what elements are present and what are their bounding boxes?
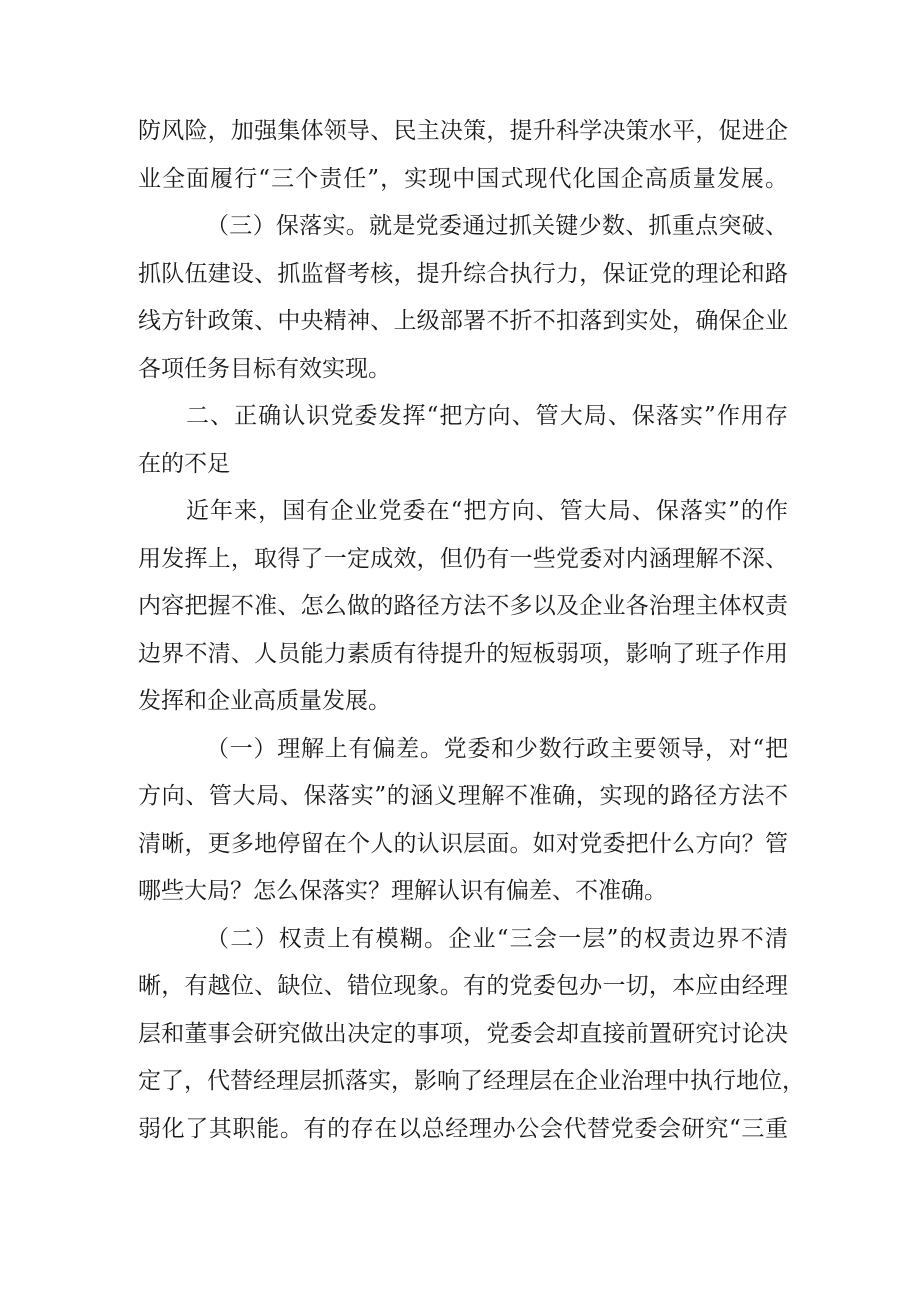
text-line: （一）理解上有偏差。党委和少数行政主要领导，对“把	[206, 735, 788, 762]
text-line: 抓队伍建设、抓监督考核，提升综合执行力，保证党的理论和路	[138, 260, 788, 287]
text-line: 边界不清、人员能力素质有待提升的短板弱项，影响了班子作用	[138, 640, 788, 667]
text-line: 定了，代替经理层抓落实，影响了经理层在企业治理中执行地位，	[138, 1068, 805, 1094]
document-body	[138, 108, 805, 1153]
text-line: （三）保落实。就是党委通过抓关键少数、抓重点突破、	[206, 213, 788, 239]
text-line: 清晰，更多地停留在个人的认识层面。如对党委把什么方向？管	[138, 830, 788, 857]
text-line: 内容把握不准、怎么做的路径方法不多以及企业各治理主体权责	[138, 593, 788, 619]
heading-line: 二、正确认识党委发挥“把方向、管大局、保落实”作用存	[186, 403, 788, 429]
text-line: （二）权责上有模糊。企业“三会一层”的权责边界不清	[206, 925, 788, 952]
text-line: 层和董事会研究做出决定的事项，党委会却直接前置研究讨论决	[138, 1020, 788, 1047]
text-line: 线方针政策、中央精神、上级部署不折不扣落到实处，确保企业	[138, 308, 788, 334]
heading-line: 在的不足	[138, 450, 230, 477]
paragraph-6	[138, 916, 805, 1154]
section-heading	[138, 393, 788, 488]
paragraph-1	[138, 108, 788, 203]
text-line: 业全面履行“三个责任”，实现中国式现代化国企高质量发展。	[138, 165, 788, 192]
text-line: 晰，有越位、缺位、错位现象。有的党委包办一切，本应由经理	[138, 973, 788, 999]
text-line: 用发挥上，取得了一定成效，但仍有一些党委对内涵理解不深、	[138, 545, 788, 572]
text-line: 哪些大局？怎么保落实？理解认识有偏差、不准确。	[138, 878, 667, 904]
text-line: 各项任务目标有效实现。	[138, 355, 391, 382]
text-line: 发挥和企业高质量发展。	[138, 688, 391, 714]
text-line: 防风险，加强集体领导、民主决策，提升科学决策水平，促进企	[138, 118, 788, 144]
text-line: 方向、管大局、保落实”的涵义理解不准确，实现的路径方法不	[138, 783, 788, 809]
paragraph-5	[138, 726, 788, 916]
paragraph-4	[138, 488, 788, 726]
text-line: 弱化了其职能。有的存在以总经理办公会代替党委会研究“三重	[138, 1115, 788, 1142]
text-line: 近年来，国有企业党委在“把方向、管大局、保落实”的作	[186, 498, 788, 524]
paragraph-2	[138, 203, 788, 393]
